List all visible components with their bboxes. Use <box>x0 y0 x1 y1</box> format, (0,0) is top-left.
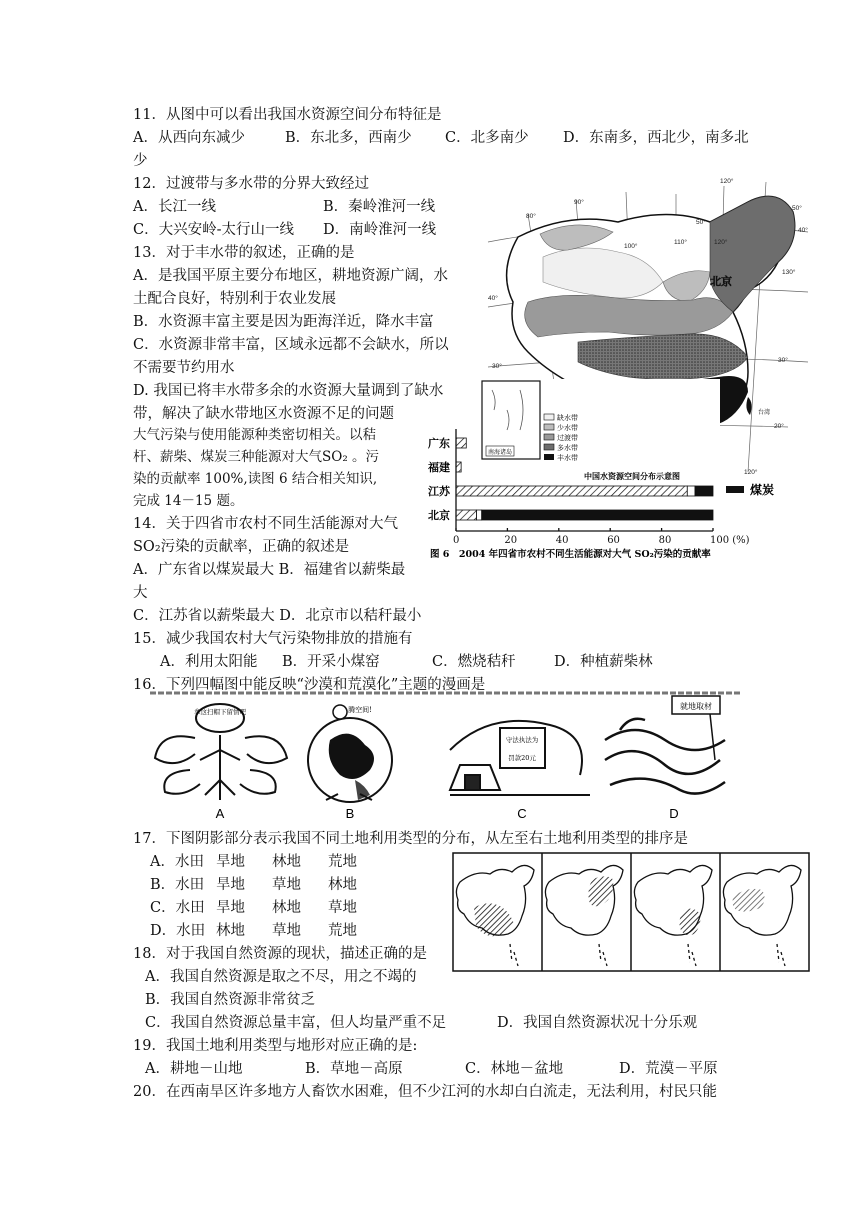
x-tick-label-1: 20 <box>504 535 518 546</box>
cartoon-a[interactable] <box>155 704 287 800</box>
q18-option-b[interactable]: B．我国自然资源非常贫乏 <box>145 992 316 1008</box>
intro-line-3: 染的贡献率 100%,读图 6 结合相关知识, <box>133 471 378 487</box>
svg-text:缺水带: 缺水带 <box>557 414 578 422</box>
inset-label: 南海诸岛 <box>487 449 513 456</box>
q18-option-d[interactable]: D．我国自然资源状况十分乐观 <box>497 1015 698 1031</box>
cartoon-d-sign: 就地取材 <box>680 702 712 711</box>
q11-options <box>133 127 749 149</box>
q14-stem-cont: SO₂污染的贡献率，正确的叙述是 <box>133 539 350 555</box>
q13-stem: 13．对于丰水带的叙述，正确的是 <box>133 245 355 261</box>
land-use-maps <box>452 852 810 972</box>
q13-option-a-cont: 土配合良好，特别利于农业发展 <box>133 291 336 307</box>
q11-option-b[interactable]: B．东北多，西南少 <box>285 130 412 146</box>
q13-option-d-cont: 带，解决了缺水带地区水资源不足的问题 <box>133 406 394 422</box>
legend-swatch-coal <box>726 486 744 493</box>
q17-option-d[interactable]: D．水田 林地 草地 荒地 <box>150 923 357 939</box>
q15-option-a[interactable]: A．利用太阳能 <box>160 654 258 670</box>
bar-3-2 <box>482 510 713 520</box>
q12-option-c[interactable]: C．大兴安岭-太行山一线 <box>133 222 294 238</box>
svg-text:30°: 30° <box>492 363 502 370</box>
q11-option-c[interactable]: C．北多南少 <box>445 130 529 146</box>
q19-option-d[interactable]: D．荒漠－平原 <box>619 1061 718 1077</box>
map-beijing: 北京 <box>710 275 732 288</box>
q19-option-c[interactable]: C．林地－盆地 <box>465 1061 564 1077</box>
q20-stem: 20．在西南旱区许多地方人畜饮水困难，但不少江河的水却白白流走，无法利用，村民只能 <box>133 1084 717 1100</box>
q11-option-a[interactable]: A．从西向东减少 <box>133 130 245 146</box>
q14-options-cd[interactable]: C．江苏省以薪柴最大 D．北京市以秸秆最小 <box>133 608 422 624</box>
bar-2-2 <box>695 486 713 496</box>
svg-text:50°: 50° <box>696 219 706 226</box>
q12-option-d[interactable]: D．南岭淮河一线 <box>323 222 437 238</box>
category-label-0: 广东 <box>428 437 450 450</box>
cartoon-b-label: B <box>345 806 355 821</box>
q12-option-b[interactable]: B．秦岭淮河一线 <box>323 199 436 215</box>
bar-2-1 <box>687 486 695 496</box>
cartoon-b[interactable] <box>308 705 392 802</box>
x-tick-label-0: 0 <box>453 535 460 546</box>
svg-text:100°: 100° <box>624 243 638 250</box>
cartoon-d-label: D <box>669 806 679 821</box>
q11-option-d-cont: 少 <box>133 153 148 169</box>
q14-stem: 14．关于四省市农村不同生活能源对大气 <box>133 516 398 532</box>
cartoon-c-label: C <box>517 806 527 821</box>
cartoon-a-label: A <box>215 806 225 821</box>
q18-stem: 18．对于我国自然资源的现状，描述正确的是 <box>133 946 427 962</box>
q17-option-c[interactable]: C．水田 旱地 林地 草地 <box>150 900 357 916</box>
svg-text:110°: 110° <box>674 239 687 246</box>
q19-option-a[interactable]: A．耕地－山地 <box>145 1061 243 1077</box>
svg-text:90°: 90° <box>574 199 584 206</box>
svg-text:120°: 120° <box>714 239 728 246</box>
cartoon-c-sign: 守法执法为 <box>505 736 539 744</box>
bar-2-0 <box>456 486 687 496</box>
map-taiwan: 台湾 <box>758 409 771 416</box>
cartoon-a-bubble: 拿这扫帽下留情吧 <box>194 708 246 716</box>
q13-option-a[interactable]: A．是我国平原主要分布地区，耕地资源广阔，水 <box>133 268 448 284</box>
q13-option-b[interactable]: B．水资源丰富主要是因为距海洋近，降水丰富 <box>133 314 434 330</box>
svg-text:80°: 80° <box>526 213 536 220</box>
bar-1-0 <box>456 462 461 472</box>
q13-option-d[interactable]: D. 我国已将丰水带多余的水资源大量调到了缺水 <box>133 383 444 399</box>
bar-3-1 <box>477 510 482 520</box>
q18-option-c[interactable]: C．我国自然资源总量丰富，但人均量严重不足 <box>145 1015 447 1031</box>
svg-text:120°: 120° <box>744 469 758 476</box>
svg-text:50°: 50° <box>792 205 802 212</box>
svg-text:丰水带: 丰水带 <box>557 454 578 462</box>
category-label-2: 江苏 <box>428 485 450 498</box>
q16-cartoons <box>150 690 740 826</box>
svg-text:40°: 40° <box>798 227 808 234</box>
q19-stem: 19．我国土地利用类型与地形对应正确的是: <box>133 1038 418 1054</box>
q15-stem: 15．减少我国农村大气污染物排放的措施有 <box>133 631 413 647</box>
svg-text:120°: 120° <box>720 178 734 185</box>
q12-stem: 12．过渡带与多水带的分界大致经过 <box>133 176 369 192</box>
q11-option-d[interactable]: D．东南多，西北少，南多北 <box>563 130 749 146</box>
svg-text:30°: 30° <box>778 357 788 364</box>
x-tick-label-2: 40 <box>555 535 569 546</box>
svg-text:130°: 130° <box>782 269 796 276</box>
category-label-1: 福建 <box>428 461 450 474</box>
q18-options-cd <box>145 1012 697 1034</box>
q15-option-c[interactable]: C．燃烧秸秆 <box>432 654 516 670</box>
bar-3-0 <box>456 510 477 520</box>
q12-option-a[interactable]: A．长江一线 <box>133 199 216 215</box>
q16-stem: 16．下列四幅图中能反映“沙漠和荒漠化”主题的漫画是 <box>133 677 486 693</box>
so2-chart <box>420 425 800 573</box>
bar-0-0 <box>456 438 466 448</box>
q17-option-a[interactable]: A．水田 旱地 林地 荒地 <box>150 854 357 870</box>
cartoon-c-sign-2: 罚款20元 <box>508 754 536 762</box>
category-label-3: 北京 <box>428 509 450 522</box>
legend-label-coal: 煤炭 <box>750 483 775 497</box>
q12-options-ab <box>133 196 435 218</box>
q19-options <box>145 1058 718 1080</box>
chart-caption: 图 6 2004 年四省市农村不同生活能源对大气 SO₂污染的贡献率 <box>430 549 711 560</box>
q15-options <box>160 651 653 673</box>
svg-text:多水带: 多水带 <box>557 444 578 452</box>
svg-text:20°: 20° <box>774 423 784 430</box>
q15-option-b[interactable]: B．开采小煤窑 <box>282 654 380 670</box>
svg-text:少水带: 少水带 <box>557 424 578 432</box>
cartoon-b-bubble: 腾空间! <box>348 706 372 714</box>
x-tick-label-3: 60 <box>607 535 620 546</box>
x-tick-label-5: 100 (%) <box>710 535 750 546</box>
q17-stem: 17．下图阴影部分表示我国不同土地利用类型的分布，从左至右土地利用类型的排序是 <box>133 831 688 847</box>
q19-option-b[interactable]: B．草地－高原 <box>305 1061 403 1077</box>
q13-option-c-cont: 不需要节约用水 <box>133 360 235 376</box>
q13-option-c[interactable]: C．水资源非常丰富，区域永远都不会缺水，所以 <box>133 337 449 353</box>
svg-text:40°: 40° <box>488 295 498 302</box>
intro-line-2: 杆、薪柴、煤炭三种能源对大气SO₂ 。污 <box>133 449 380 465</box>
q14-options-ab[interactable]: A．广东省以煤炭最大 B．福建省以薪柴最 <box>133 562 406 578</box>
q12-options-cd <box>133 219 436 241</box>
q11-stem: 11．从图中可以看出我国水资源空间分布特征是 <box>133 107 442 123</box>
svg-text:过渡带: 过渡带 <box>557 434 578 442</box>
intro-line-4: 完成 14－15 题。 <box>133 493 244 509</box>
q18-option-a[interactable]: A．我国自然资源是取之不尽，用之不竭的 <box>145 969 417 985</box>
q15-option-d[interactable]: D．种植薪柴林 <box>554 654 653 670</box>
intro-line-1: 大气污染与使用能源种类密切相关。以秸 <box>133 427 376 443</box>
q14-options-ab-cont: 大 <box>133 585 148 601</box>
q17-option-b[interactable]: B．水田 旱地 草地 林地 <box>150 877 357 893</box>
map-title: 中国水资源空间分布示意图 <box>584 471 680 481</box>
x-tick-label-4: 80 <box>658 535 672 546</box>
